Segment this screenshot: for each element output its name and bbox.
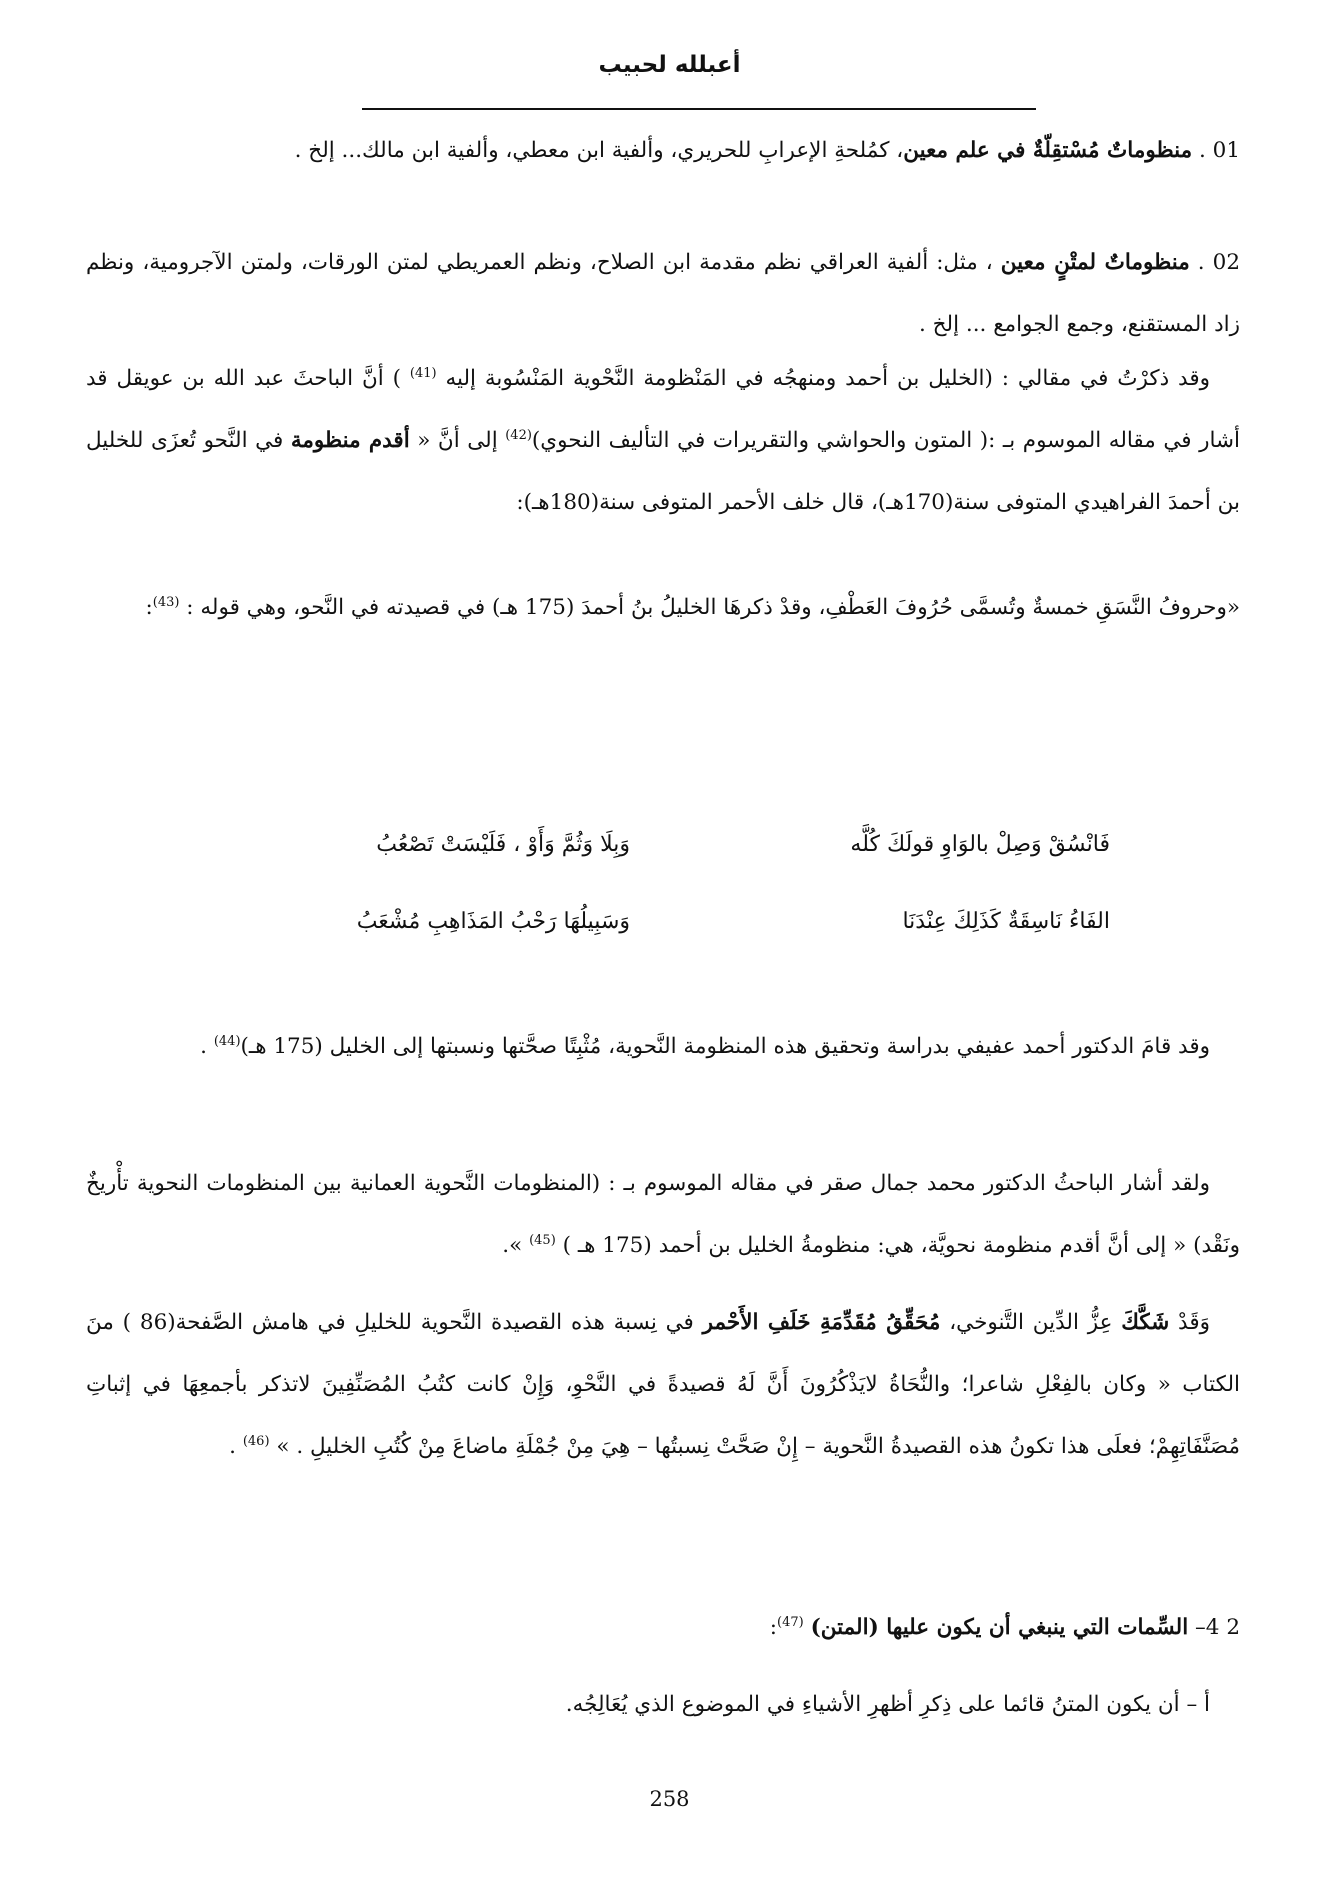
footnote-ref: (42) [505,427,532,443]
paragraph-text: في النَّحو تُعزَى للخليل بن أحمدَ الفراهيدي المتوفى سنة(170هـ)، قال خلف الأحمر المتوفى سنة(180هـ): [86,428,1240,515]
footnote-ref: (41) [409,365,437,381]
paragraph-text: ، مثل: ألفية العراقي نظم مقدمة ابن الصلاح، ونظم العمريطي لمتن الورقات، ولمتن الآجرومية، ونظم زاد المستقنع، وجمع الجوامع ... إلخ . [86,250,1240,337]
paragraph-text: وقد ذكرْتُ في مقالي : (الخليل بن أحمد ومنهجُه في المَنْظومة النَّحْوية المَنْسُوبة إليه [436,366,1210,391]
paragraph-02 [86,232,1240,356]
paragraph-text: «وحروفُ النَّسَقِ خمسةٌ وتُسمَّى حُرُوفَ العَطْفِ، وقدْ ذكرهَا الخليلُ بنُ أحمدَ (175 هـ) في قصيدته في النَّحو، وهي قوله : [179,595,1240,620]
footnote-ref: (43) [152,594,180,610]
bold-term: أقدم منظومة [290,428,410,453]
list-item-a [86,1674,1240,1736]
heading-colon: : [769,1615,778,1640]
paragraph-text: عِزُّ الدِّين التَّنوخي، [940,1310,1122,1335]
verse-second-hemistich: وَسَبِيلُهَا رَحْبُ المَذَاهِبِ مُشْعَبُ [356,909,630,934]
poem-line [230,909,1110,986]
section-heading [86,1597,1240,1659]
footnote-ref: (44) [213,1033,241,1049]
poem-verses [230,832,1110,986]
footnote-ref: (46) [242,1433,270,1449]
verse-first-hemistich: الفَاءُ نَاسِقَةٌ كَذَلِكَ عِنْدَنَا [902,909,1110,934]
section-title: السِّمات التي ينبغي أن يكون عليها (المتن) [810,1615,1189,1640]
page-number: 258 [649,1787,690,1811]
verse-second-hemistich: وَبِلَا وَثُمَّ وَأَوْ ، فَلَيْسَتْ تَصْعُبُ [376,832,630,857]
footnote-ref: (45) [529,1232,556,1248]
list-number: 01 . [1192,138,1240,163]
paragraph-text: ». [502,1233,530,1258]
list-number: 02 . [1189,250,1240,275]
paragraph-text: : [145,595,153,620]
verse-first-hemistich: فَانْسُقْ وَصِلْ بالوَاوِ قولَكَ كُلَّه [850,832,1110,857]
poem-line [230,832,1110,909]
section-number: 2 4– [1188,1615,1240,1640]
bold-term: مُحَقِّقُ مُقَدِّمَةِ خَلَفِ الأَحْمر [702,1310,941,1335]
paragraph-text: ) أنَّ الباحثَ عبد الله بن عويقل قد أشار في مقاله الموسوم بـ :( المتون والحواشي والتقريرات في التأليف النحوي) [86,366,1241,453]
running-header-author: أعبلله لحبيب [598,52,741,78]
paragraph-quote [86,577,1240,639]
paragraph-text: . [229,1434,243,1459]
footnote-ref: (47) [777,1614,804,1630]
paragraph-afifi [86,1016,1240,1078]
bold-term: منظوماتٌ لمتْنٍ معين [1000,250,1190,275]
bold-term: شَكَّكَ [1121,1310,1170,1335]
paragraph-text: وقد قامَ الدكتور أحمد عفيفي بدراسة وتحقيق هذه المنظومة النَّحوية، مُثْبِتًا صحَّتها ونسبتها إلى الخليل (175 هـ) [240,1034,1210,1059]
paragraph-text: ، كمُلحةِ الإعرابِ للحريري، وألفية ابن معطي، وألفية ابن مالك... إلخ . [294,138,904,163]
paragraph-01 [86,120,1240,182]
paragraph-text: ولقد أشار الباحثُ الدكتور محمد جمال صقر في مقاله الموسوم بـ : (المنظومات النَّحوية العمانية بين المنظومات النحوية تأْريخٌ ونَقْد) « إلى أنَّ أقدم منظومة نحويَّة، هي: منظومةُ الخليل بن أحمد (175 هـ ) [86,1171,1240,1258]
paragraph-text: إلى أنَّ « [409,428,506,453]
paragraph-text: أ – أن يكون المتنُ قائما على ذِكرِ أظهرِ الأشياءِ في الموضوع الذي يُعَالِجُه. [565,1692,1210,1717]
paragraph-text: في نِسبة هذه القصيدة النَّحوية للخليلِ في هامش الصَّفحة(86 ) منَ الكتاب « وكان بالفِعْلِ شاعرا؛ والنُّحَاةُ لايَذْكُرُونَ أَنَّ لَهُ قصيدةً في النَّحْوِ، وَإِنْ كانت كتُبُ المُصَنِّفِينَ لاتذكر بأجمعِهَا في إثباتِ مُصَنَّفَاتِهِمْ؛ فعلَى هذا تكونُ هذه القصيدةُ النَّحوية – إِنْ صَحَّتْ نِسبتُها – هِيَ مِنْ جُمْلَةِ ماضاعَ مِنْ كُتُبِ الخليلِ . » [86,1310,1240,1459]
header-divider [362,108,1036,110]
paragraph-tanukhi [86,1292,1240,1478]
bold-term: منظوماتٌ مُسْتقِلّةٌ في علم معين [903,138,1193,163]
paragraph-text: وَقَدْ [1169,1310,1210,1335]
paragraph-saqr [86,1153,1240,1277]
paragraph-text: . [200,1034,214,1059]
paragraph-article-reference [86,348,1240,534]
